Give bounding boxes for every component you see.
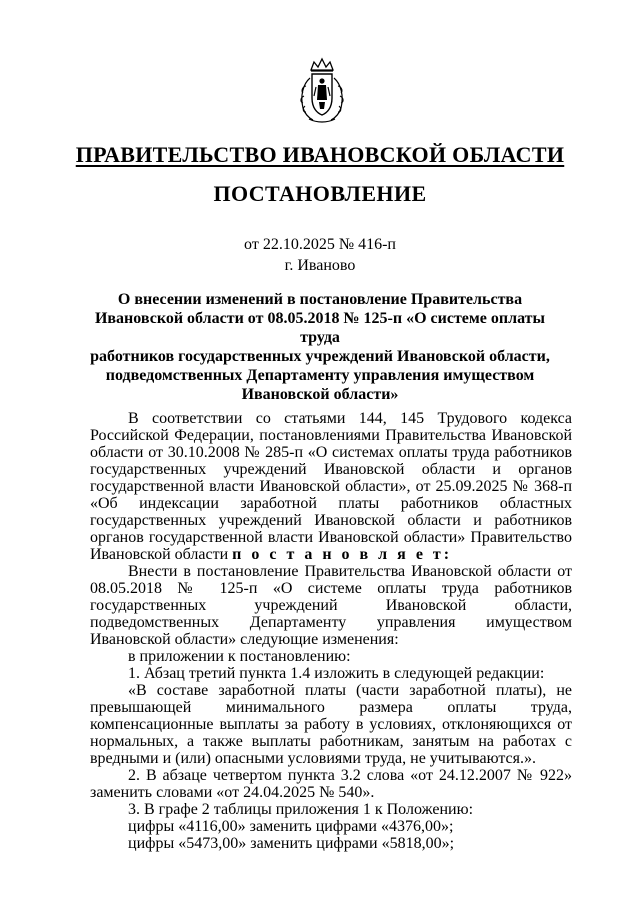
coat-of-arms-icon <box>297 56 347 124</box>
subject-line: Ивановской области от 08.05.2018 № 125-п «О системе оплаты труда <box>94 310 546 346</box>
body-paragraph: Внести в постановление Правительства Ивановской области от 08.05.2018 № 125-п «О системе оплаты труда работников государственных учреждений Ивановской области, подведомственных Департаменту управления имуществом Ивановской области» следующие изменения: <box>90 563 572 648</box>
government-title: ПРАВИТЕЛЬСТВО ИВАНОВСКОЙ ОБЛАСТИ <box>75 142 565 167</box>
subject-line: О внесении изменений в постановление Правительства <box>117 291 523 308</box>
document-body <box>90 410 572 852</box>
body-paragraph: «В составе заработной платы (части заработной платы), не превышающей минимального размера оплаты труда, компенсационные выплаты за работу в условиях, отклоняющихся от нормальных, а также выплаты работникам, занятым на работах с вредными и (или) опасными условиями труда, не учитываются.». <box>90 682 572 767</box>
subject-line: подведомственных Департаменту управления имуществом <box>105 367 535 384</box>
body-paragraph: цифры «5473,00» заменить цифрами «5818,00»; <box>128 835 455 852</box>
document-type-heading: ПОСТАНОВЛЕНИЕ <box>213 181 427 206</box>
subject-line: Ивановской области» <box>241 386 399 403</box>
body-paragraph: 3. В графе 2 таблицы приложения 1 к Положению: <box>128 801 474 818</box>
city-line: г. Иваново <box>284 257 356 274</box>
subject-line: работников государственных учреждений Ивановской области, <box>90 348 550 365</box>
decree-keyword: п о с т а н о в л я е т: <box>232 546 453 563</box>
body-paragraph: 1. Абзац третий пункта 1.4 изложить в следующей редакции: <box>128 665 545 682</box>
body-paragraph: в приложении к постановлению: <box>128 648 351 665</box>
body-paragraph: цифры «4116,00» заменить цифрами «4376,00»; <box>128 818 454 835</box>
preamble-paragraph <box>90 410 572 563</box>
document-subject <box>90 290 550 404</box>
preamble-text: В соответствии со статьями 144, 145 Трудового кодекса Российской Федерации, постановлениями Правительства Ивановской области от 30.10.2008 № 285-п «О системах оплаты труда работников государственных учреждений Ивановской области и органов государственной власти Ивановской области», от 25.09.2025 № 368-п «Об индексации заработной платы работников областных государственных учреждений Ивановской области и работников органов государственной власти Ивановской области» Правительство Ивановской области <box>90 410 572 563</box>
body-paragraph: 2. В абзаце четвертом пункта 3.2 слова «от 24.12.2007 № 922» заменить словами «от 24.04.2025 № 540». <box>90 767 572 801</box>
date-number-line: от 22.10.2025 № 416-п <box>244 236 396 253</box>
